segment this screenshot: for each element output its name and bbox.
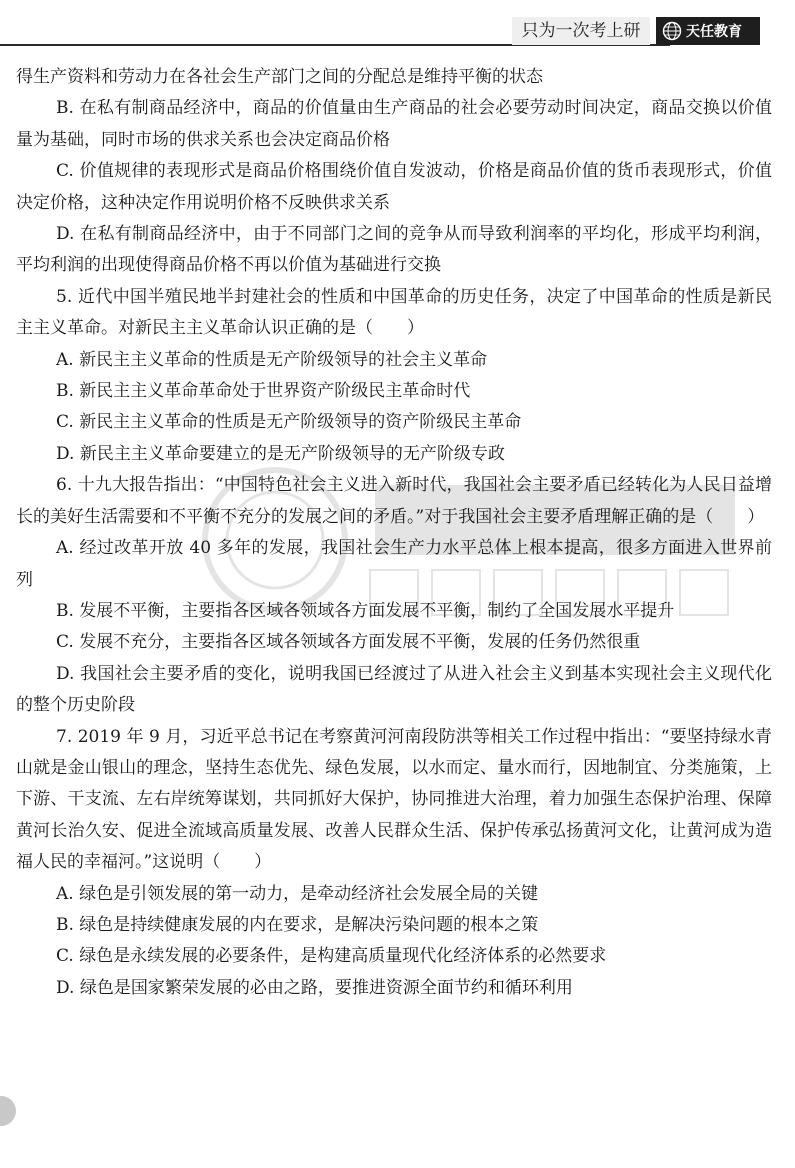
paragraph-1: B. 在私有制商品经济中，商品的价值量由生产商品的社会必要劳动时间决定，商品交换以价值量为基础，同时市场的供求关系也会决定商品价格 [16,98,772,150]
paragraph-17: C. 绿色是永续发展的必要条件，是构建高质量现代化经济体系的必然要求 [56,946,607,967]
globe-emblem-icon [662,21,682,41]
paragraph-8: D. 新民主主义革命要建立的是无产阶级领导的无产阶级专政 [56,443,505,464]
paragraph-9: 6. 十九大报告指出：“中国特色社会主义进入新时代，我国社会主要矛盾已经转化为人民日益增长的美好生活需要和不平衡不充分的发展之间的矛盾。”对于我国社会主要矛盾理解正确的是（ ） [16,475,772,527]
paragraph-15: A. 绿色是引领发展的第一动力，是牵动经济社会发展全局的关键 [56,883,539,904]
paragraph-11: B. 发展不平衡，主要指各区域各领域各方面发展不平衡，制约了全国发展水平提升 [56,600,675,621]
paragraph-10: A. 经过改革开放 40 多年的发展，我国社会生产力水平总体上根本提高，很多方面进入世界前列 [16,538,772,590]
paragraph-4: 5. 近代中国半殖民地半封建社会的性质和中国革命的历史任务，决定了中国革命的性质是新民主主义革命。对新民主主义革命认识正确的是（ ） [16,286,772,339]
paragraph-16: B. 绿色是持续健康发展的内在要求，是解决污染问题的根本之策 [56,914,539,935]
paragraph-2: C. 价值规律的表现形式是商品价格围绕价值自发波动，价格是商品价值的货币表现形式，价值决定价格，这种决定作用说明价格不反映供求关系 [16,161,772,213]
paragraph-3: D. 在私有制商品经济中，由于不同部门之间的竞争从而导致利润率的平均化，形成平均利润，平均利润的出现使得商品价格不再以价值为基础进行交换 [16,224,772,276]
page-header [0,0,795,52]
paragraph-14: 7. 2019 年 9 月，习近平总书记在考察黄河河南段防洪等相关工作过程中指出：“要坚持绿水青山就是金山银山的理念，坚持生态优先、绿色发展，以水而定、量水而行，因地制宜、分类施策，上下游、干支流、左右岸统筹谋划，共同抓好大保护，协同推进大治理，着力加强生态保护治理、保障黄河长治久安、促进全流域高质量发展、改善人民群众生活、保护传承弘扬黄河文化，让黄河成为造福人民的幸福河。”这说明（ ） [16,726,772,873]
paragraph-7: C. 新民主主义革命的性质是无产阶级领导的资产阶级民主革命 [56,412,522,433]
paragraph-6: B. 新民主主义革命革命处于世界资产阶级民主革命时代 [56,381,471,402]
paragraph-12: C. 发展不充分，主要指各区域各领域各方面发展不平衡，发展的任务仍然很重 [56,632,641,653]
brand-logo [656,17,760,45]
paragraph-18: D. 绿色是国家繁荣发展的必由之路，要推进资源全面节约和循环利用 [56,977,573,998]
question-content [16,62,772,1004]
paragraph-0: 得生产资料和劳动力在各社会生产部门之间的分配总是维持平衡的状态 [16,67,543,87]
paragraph-5: A. 新民主主义革命的性质是无产阶级领导的社会主义革命 [56,349,488,370]
page-marker [0,1096,16,1126]
header-slogan: 只为一次考上研 [512,17,650,45]
brand-logo-text: 天任教育 [686,24,742,40]
paragraph-13: D. 我国社会主要矛盾的变化，说明我国已经渡过了从进入社会主义到基本实现社会主义现代化的整个历史阶段 [16,663,772,716]
